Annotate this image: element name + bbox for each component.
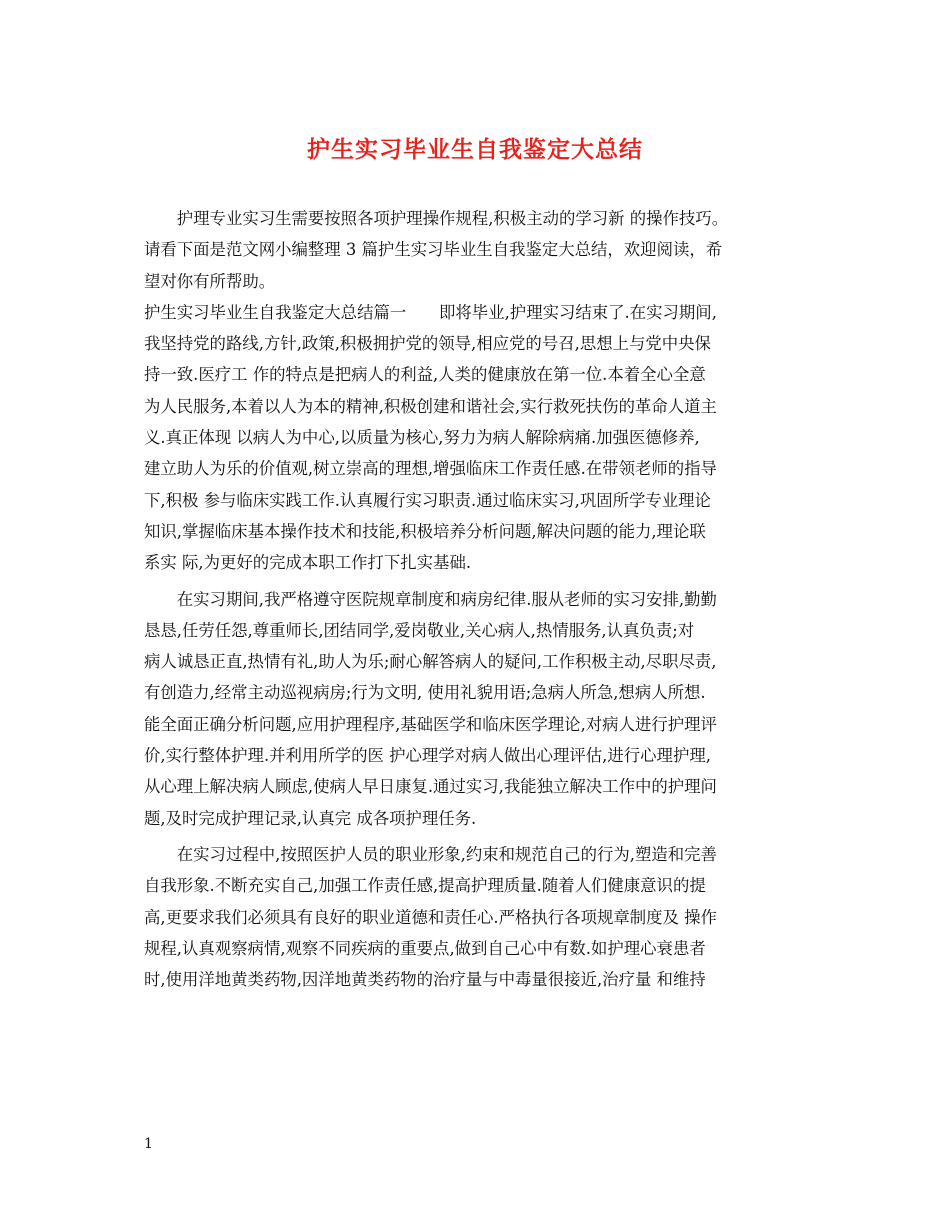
text-line: 时,使用洋地黄类药物,因洋地黄类药物的治疗量与中毒量很接近,治疗量 和维持 [144,970,706,990]
text-line: 在实习过程中,按照医护人员的职业形象,约束和规范自己的行为,塑造和完善 [144,844,717,864]
text-line: 自我形象.不断充实自己,加强工作责任感,提高护理质量.随着人们健康意识的提 [144,876,706,896]
text-line: 护生实习毕业生自我鉴定大总结篇一 即将毕业,护理实习结束了.在实习期间, [144,302,717,322]
text-line: 护理专业实习生需要按照各项护理操作规程,积极主动的学习新 的操作技巧。 [144,209,729,228]
text-line: 恳恳,任劳任怨,尊重师长,团结同学,爱岗敬业,关心病人,热情服务,认真负责;对 [144,620,695,640]
text-line: 能全面正确分析问题,应用护理程序,基础医学和临床医学理论,对病人进行护理评 [144,714,717,734]
document-body [144,203,816,995]
text-line: 有创造力,经常主动巡视病房;行为文明, 使用礼貌用语;急病人所急,想病人所想. [144,683,706,703]
text-line: 我坚持党的路线,方针,政策,积极拥护党的领导,相应党的号召,思想上与党中央保 [144,334,711,354]
text-line: 请看下面是范文网小编整理 3 篇护生实习毕业生自我鉴定大总结，欢迎阅读，希 [144,240,723,260]
text-line: 知识,掌握临床基本操作技术和技能,积极培养分析问题,解决问题的能力,理论联 [144,521,706,541]
text-line: 为人民服务,本着以人为本的精神,积极创建和谐社会,实行救死扶伤的革命人道主 [144,396,717,416]
text-line: 系实 际,为更好的完成本职工作打下扎实基础. [144,553,472,573]
text-line: 持一致.医疗工 作的特点是把病人的利益,人类的健康放在第一位.本着全心全意 [144,365,706,385]
text-line: 从心理上解决病人顾虑,使病人早日康复.通过实习,我能独立解决工作中的护理问 [144,777,717,797]
text-line: 高,更要求我们必须具有良好的职业道德和责任心.严格执行各项规章制度及 操作 [144,907,717,927]
text-line: 题,及时完成护理记录,认真完 成各项护理任务. [144,808,477,828]
page-number: 1 [144,1136,153,1152]
text-line: 规程,认真观察病情,观察不同疾病的重要点,做到自己心中有数.如护理心衰患者 [144,938,706,958]
text-line: 建立助人为乐的价值观,树立崇高的理想,增强临床工作责任感.在带领老师的指导 [144,459,717,479]
text-line: 在实习期间,我严格遵守医院规章制度和病房纪律.服从老师的实习安排,勤勤 [144,589,717,609]
text-line: 价,实行整体护理.并利用所学的医 护心理学对病人做出心理评估,进行心理护理, [144,746,711,766]
document-title: 护生实习毕业生自我鉴定大总结 [307,136,643,163]
text-line: 望对你有所帮助。 [144,271,276,291]
text-line: 下,积极 参与临床实践工作.认真履行实习职责.通过临床实习,巩固所学专业理论 [144,490,711,510]
text-line: 病人诚恳正直,热情有礼,助人为乐;耐心解答病人的疑问,工作积极主动,尽职尽责, [144,652,717,672]
text-line: 义.真正体现 以病人为中心,以质量为核心,努力为病人解除病痛.加强医德修养, [144,428,700,448]
